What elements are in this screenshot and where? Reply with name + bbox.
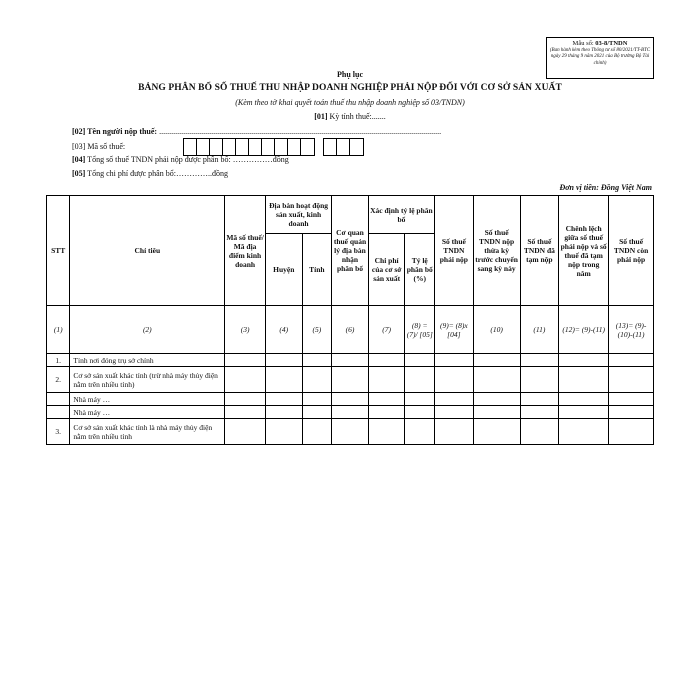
taxid-digit-box <box>288 139 301 155</box>
total-cost-label: Tổng chi phí được phân bổ:…………..đồng <box>85 169 228 178</box>
column-number: (5) <box>302 306 332 354</box>
header-chenh-lech: Chênh lệch giữa số thuế phải nộp và số thuế đã tạm nộp trong năm <box>559 196 609 306</box>
data-cell[interactable] <box>559 354 609 367</box>
data-cell[interactable] <box>225 406 266 419</box>
data-cell[interactable] <box>332 406 369 419</box>
header-so-thue-con-phai-nop: Số thuế TNDN còn phải nộp <box>609 196 654 306</box>
row-label: Tỉnh nơi đóng trụ sở chính <box>70 354 225 367</box>
data-cell[interactable] <box>368 406 405 419</box>
tax-period-line <box>0 112 700 121</box>
data-cell[interactable] <box>473 419 520 445</box>
table-row <box>47 419 654 445</box>
row-stt: 2. <box>47 367 70 393</box>
header-stt: STT <box>47 196 70 306</box>
total-tax-label: Tổng số thuế TNDN phải nộp được phân bổ: ……………đồng <box>85 155 289 164</box>
data-cell[interactable] <box>405 354 435 367</box>
header-dia-ban: Địa bàn hoạt động sản xuất, kinh doanh <box>265 196 331 234</box>
data-cell[interactable] <box>405 367 435 393</box>
data-cell[interactable] <box>405 406 435 419</box>
data-cell[interactable] <box>332 367 369 393</box>
taxid-digit-box <box>324 139 337 155</box>
header-huyen: Huyện <box>265 234 302 306</box>
data-cell[interactable] <box>368 354 405 367</box>
data-cell[interactable] <box>609 419 654 445</box>
total-cost-line <box>72 169 228 178</box>
column-number: (11) <box>520 306 559 354</box>
column-number: (10) <box>473 306 520 354</box>
header-chi-tieu: Chỉ tiêu <box>70 196 225 306</box>
data-cell[interactable] <box>265 393 302 406</box>
row-stt: 1. <box>47 354 70 367</box>
taxid-digit-box <box>337 139 350 155</box>
taxid-digit-box <box>275 139 288 155</box>
total-tax-code: [04] <box>72 155 86 164</box>
taxid-label: [03] Mã số thuế: <box>72 142 126 151</box>
currency-unit: Đơn vị tiền: Đồng Việt Nam <box>559 183 652 192</box>
taxid-digit-box <box>223 139 236 155</box>
total-tax-line <box>72 155 289 164</box>
data-cell[interactable] <box>368 419 405 445</box>
header-ty-le: Tỷ lệ phân bổ (%) <box>405 234 435 306</box>
taxid-digit-box <box>301 139 314 155</box>
table-row <box>47 367 654 393</box>
appendix-label: Phụ lục <box>336 70 363 79</box>
column-number: (1) <box>47 306 70 354</box>
table-row <box>47 393 654 406</box>
data-cell[interactable] <box>559 367 609 393</box>
taxpayer-name-label: [02] Tên người nộp thuế: <box>72 127 158 136</box>
taxid-digit-box <box>197 139 210 155</box>
data-cell[interactable] <box>520 419 559 445</box>
data-cell[interactable] <box>609 393 654 406</box>
column-number: (6) <box>332 306 369 354</box>
taxid-main-group <box>183 138 315 156</box>
allocation-table <box>46 195 654 445</box>
column-number: (4) <box>265 306 302 354</box>
row-stt <box>47 406 70 419</box>
row-label: Nhà máy … <box>70 393 225 406</box>
column-number: (12)= (9)-(11) <box>559 306 609 354</box>
header-tinh: Tỉnh <box>302 234 332 306</box>
data-cell[interactable] <box>609 354 654 367</box>
data-cell[interactable] <box>225 393 266 406</box>
header-co-quan-thue: Cơ quan thuế quản lý địa bàn nhận phân bổ <box>332 196 369 306</box>
data-cell[interactable] <box>302 419 332 445</box>
data-cell[interactable] <box>302 354 332 367</box>
tax-period-code: [01] <box>314 112 328 121</box>
data-cell[interactable] <box>302 367 332 393</box>
data-cell[interactable] <box>265 406 302 419</box>
column-number: (2) <box>70 306 225 354</box>
header-xac-dinh-ty-le: Xác định tỷ lệ phân bổ <box>368 196 434 234</box>
data-cell[interactable] <box>225 367 266 393</box>
header-chi-phi: Chi phí của cơ sở sản xuất <box>368 234 405 306</box>
data-cell[interactable] <box>473 406 520 419</box>
data-cell[interactable] <box>265 354 302 367</box>
form-code-value: 03-8/TNDN <box>595 40 628 47</box>
taxid-digit-box <box>184 139 197 155</box>
taxid-digit-box <box>262 139 275 155</box>
taxid-digit-box <box>236 139 249 155</box>
data-cell[interactable] <box>559 406 609 419</box>
taxid-boxes <box>183 138 364 156</box>
header-so-thue-thua: Số thuế TNDN nộp thừa kỳ trước chuyển sang kỳ này <box>473 196 520 306</box>
column-number: (7) <box>368 306 405 354</box>
data-cell[interactable] <box>473 354 520 367</box>
data-cell[interactable] <box>368 367 405 393</box>
data-cell[interactable] <box>520 406 559 419</box>
data-cell[interactable] <box>435 367 474 393</box>
data-cell[interactable] <box>405 419 435 445</box>
column-number-row <box>47 306 654 354</box>
column-number: (8) = (7)/ [05] <box>405 306 435 354</box>
data-cell[interactable] <box>435 354 474 367</box>
column-number: (13)= (9)-(10)-(11) <box>609 306 654 354</box>
header-so-thue-phai-nop: Số thuế TNDN phải nộp <box>435 196 474 306</box>
data-cell[interactable] <box>520 367 559 393</box>
row-label: Cơ sở sản xuất khác tỉnh (trừ nhà máy thủy điện nằm trên nhiều tỉnh) <box>70 367 225 393</box>
table-row <box>47 406 654 419</box>
column-number: (9)= (8)x [04] <box>435 306 474 354</box>
taxpayer-name-dots: ............................................................................................................................................. <box>157 127 442 136</box>
taxid-digit-box <box>350 139 363 155</box>
data-cell[interactable] <box>332 419 369 445</box>
form-code-prefix: Mẫu số: <box>572 40 596 47</box>
data-cell[interactable] <box>435 406 474 419</box>
data-cell[interactable] <box>520 393 559 406</box>
data-cell[interactable] <box>609 406 654 419</box>
data-cell[interactable] <box>265 419 302 445</box>
document-title: BẢNG PHÂN BỔ SỐ THUẾ THU NHẬP DOANH NGHIỆP PHẢI NỘP ĐỐI VỚI CƠ SỞ SẢN XUẤT <box>138 83 562 93</box>
data-cell[interactable] <box>435 419 474 445</box>
data-cell[interactable] <box>609 367 654 393</box>
taxid-suffix-group <box>323 138 364 156</box>
data-cell[interactable] <box>265 367 302 393</box>
data-cell[interactable] <box>225 354 266 367</box>
taxid-digit-box <box>249 139 262 155</box>
taxpayer-name-line <box>72 127 441 136</box>
data-cell[interactable] <box>405 393 435 406</box>
total-cost-code: [05] <box>72 169 86 178</box>
row-label: Cơ sở sản xuất khác tỉnh là nhà máy thủy điện nằm trên nhiều tỉnh <box>70 419 225 445</box>
header-so-thue-da-tam-nop: Số thuế TNDN đã tạm nộp <box>520 196 559 306</box>
data-cell[interactable] <box>368 393 405 406</box>
data-cell[interactable] <box>435 393 474 406</box>
data-cell[interactable] <box>332 354 369 367</box>
data-cell[interactable] <box>473 367 520 393</box>
data-cell[interactable] <box>559 393 609 406</box>
column-number: (3) <box>225 306 266 354</box>
document-subtitle: (Kèm theo tờ khai quyết toán thuế thu nhập doanh nghiệp số 03/TNDN) <box>235 98 465 107</box>
data-cell[interactable] <box>473 393 520 406</box>
row-stt: 3. <box>47 419 70 445</box>
data-cell[interactable] <box>520 354 559 367</box>
taxid-digit-box <box>210 139 223 155</box>
table-row <box>47 354 654 367</box>
form-issuance-note: (Ban hành kèm theo Thông tư số 80/2021/TT-BTC ngày 29 tháng 9 năm 2021 của Bộ trưởng Bộ Tài chính) <box>549 48 651 66</box>
form-code <box>547 40 653 48</box>
data-cell[interactable] <box>302 393 332 406</box>
row-stt <box>47 393 70 406</box>
data-cell[interactable] <box>559 419 609 445</box>
data-cell[interactable] <box>302 406 332 419</box>
data-cell[interactable] <box>332 393 369 406</box>
header-ma-so-thue: Mã số thuế/ Mã địa điểm kinh doanh <box>225 196 266 306</box>
tax-period-label: Kỳ tính thuế:....... <box>327 112 386 121</box>
data-cell[interactable] <box>225 419 266 445</box>
row-label: Nhà máy … <box>70 406 225 419</box>
